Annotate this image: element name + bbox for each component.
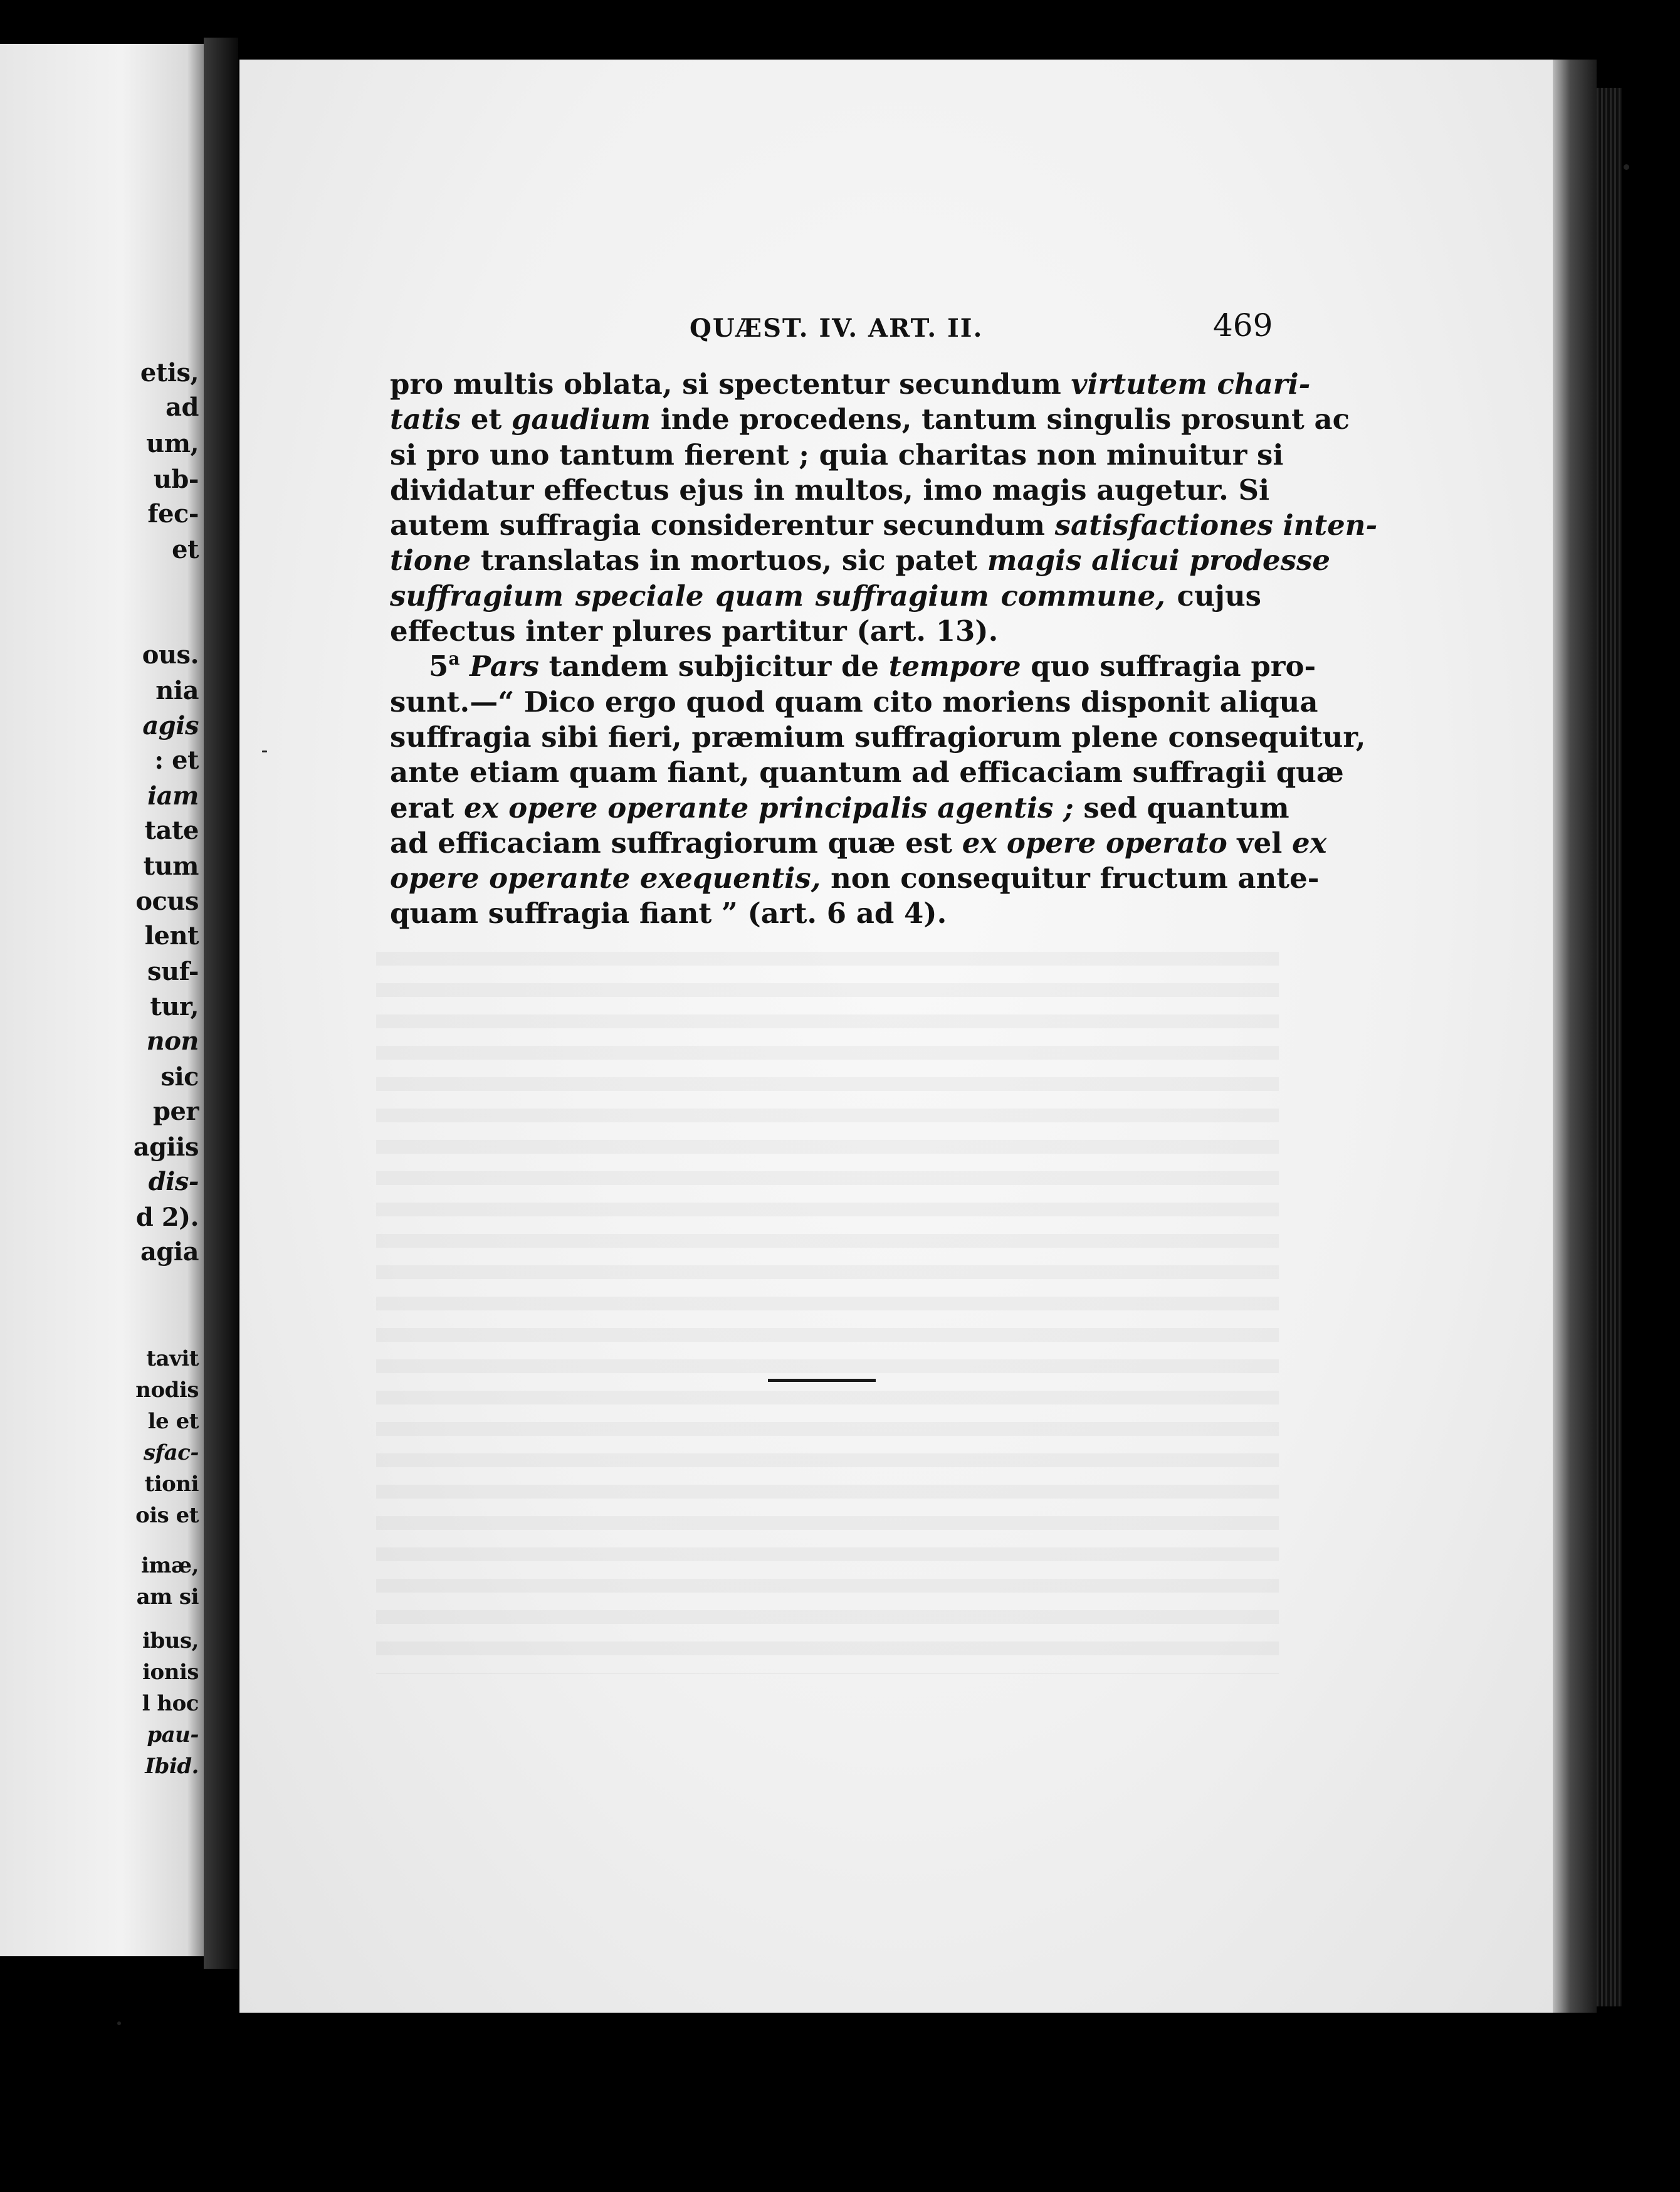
left-page-fragment: sfac- (143, 1440, 199, 1465)
left-page-fragment: pau- (147, 1722, 199, 1747)
left-facing-page (0, 44, 204, 1956)
left-page-fragment: : et (154, 746, 199, 775)
italic-run: opere operante exequentis, (390, 862, 821, 895)
text-run: ad efficaciam suffragiorum quæ est (390, 826, 962, 860)
left-page-fragment: iam (147, 781, 199, 811)
left-page-fragment: tur, (150, 992, 199, 1021)
left-page-fragment: ocus (135, 887, 199, 916)
text-run: vel (1227, 826, 1292, 860)
text-run: et (461, 403, 512, 436)
text-run: inde procedens, tantum singulis prosunt ac (651, 403, 1350, 436)
text-run: erat (390, 791, 464, 825)
left-page-fragment: per (153, 1097, 199, 1126)
left-page-fragment: Ibid. (145, 1754, 199, 1779)
text-run: dividatur effectus ejus in multos, imo magis augetur. Si (390, 473, 1270, 507)
text-run: translatas in mortuos, sic patet (471, 544, 987, 577)
text-run: ante etiam quam fiant, quantum ad efficaciam suffragii quæ (390, 756, 1344, 789)
italic-run: Pars (470, 650, 539, 683)
text-run: quo suffragia pro- (1021, 650, 1316, 683)
italic-run: tione (390, 544, 471, 577)
text-run: sed quantum (1073, 791, 1289, 825)
text-line (390, 508, 1378, 543)
text-line (390, 614, 1261, 649)
text-run (459, 650, 470, 683)
text-line (390, 579, 1261, 614)
italic-run: satisfactiones inten- (1054, 508, 1378, 542)
text-run: cujus (1165, 579, 1261, 613)
left-page-fragment: am si (136, 1584, 199, 1610)
running-head: QUÆST. IV. ART. II. (690, 314, 984, 343)
text-line (390, 826, 1327, 861)
left-page-fragment: imæ, (141, 1553, 199, 1578)
left-page-fragment: et (172, 535, 199, 564)
text-run: pro multis oblata, si spectentur secundum (390, 367, 1071, 401)
text-run: suffragia sibi fieri, præmium suffragiorum plene consequitur, (390, 720, 1366, 754)
left-page-fragment: le et (147, 1409, 199, 1434)
italic-run: ex (1291, 826, 1327, 860)
text-line (390, 438, 1284, 473)
left-page-fragment: tum (143, 851, 199, 881)
text-line (390, 367, 1311, 402)
text-run: sunt.—“ Dico ergo quod quam cito moriens disponit aliqua (390, 685, 1318, 719)
left-page-fragment: ous. (142, 640, 199, 670)
left-page-fragment: agiis (133, 1132, 199, 1162)
left-page-fragment: l hoc (142, 1691, 199, 1716)
left-page-fragment: ois et (135, 1503, 199, 1528)
text-line (390, 720, 1366, 755)
scan-speck (262, 751, 267, 752)
left-page-fragment: um, (146, 429, 199, 458)
italic-run: ex opere operato (962, 826, 1227, 860)
left-page-fragment: nodis (135, 1378, 199, 1403)
left-page-fragment: non (146, 1026, 199, 1056)
left-page-fragment: nia (155, 676, 199, 705)
italic-run: suffragium speciale quam suffragium commune, (390, 579, 1165, 613)
text-line (390, 402, 1350, 437)
left-page-fragment: tavit (146, 1346, 199, 1371)
left-page-fragment: etis, (140, 358, 199, 387)
left-page-fragment: dis- (148, 1167, 199, 1196)
left-page-fragment: tioni (144, 1472, 199, 1497)
superscript: a (448, 648, 460, 670)
text-line (390, 755, 1344, 790)
book-gutter (204, 38, 238, 1969)
italic-run: ex opere operante principalis agentis ; (463, 791, 1074, 825)
italic-run: magis alicui prodesse (987, 544, 1330, 577)
text-line (390, 543, 1330, 578)
text-run: quam suffragia fiant ” (art. 6 ad 4). (390, 897, 947, 930)
scan-speck (1624, 164, 1629, 170)
text-line (390, 473, 1270, 508)
text-run: si pro uno tantum fierent ; quia charitas non minuitur si (390, 438, 1284, 472)
section-end-rule (768, 1379, 876, 1382)
text-run: autem suffragia considerentur secundum (390, 508, 1055, 542)
scan-speck (117, 2021, 121, 2025)
text-run: tandem subjicitur de (538, 650, 889, 683)
left-page-fragment: ub- (153, 465, 199, 494)
left-page-fragment: sic (160, 1062, 199, 1092)
text-run: non consequitur fructum ante- (821, 862, 1320, 895)
italic-run: gaudium (511, 403, 651, 436)
italic-run: tempore (888, 650, 1021, 683)
left-page-fragment: ibus, (142, 1628, 199, 1653)
book-fore-edge (1597, 88, 1622, 2006)
text-run: 5 (429, 650, 449, 683)
text-line (390, 685, 1318, 720)
left-page-fragment: suf- (147, 957, 199, 986)
text-line (390, 648, 1316, 684)
italic-run: virtutem chari- (1071, 367, 1311, 401)
left-page-fragment: tate (144, 816, 199, 845)
left-page-fragment: lent (144, 921, 199, 951)
text-line (390, 861, 1320, 896)
left-page-fragment: d 2). (135, 1203, 199, 1232)
left-page-fragment: agia (140, 1237, 199, 1267)
left-page-fragment: ionis (142, 1660, 199, 1685)
text-line (390, 896, 1261, 931)
body-paragraphs (390, 367, 1378, 932)
text-line (390, 791, 1289, 826)
page-number: 469 (1213, 307, 1273, 344)
show-through-text (376, 934, 1279, 1674)
italic-run: tatis (390, 403, 461, 436)
left-page-fragment: fec- (147, 499, 199, 529)
left-page-fragment: ad (165, 393, 199, 422)
page-edge (1553, 60, 1597, 2013)
left-page-fragment: agis (142, 711, 199, 740)
text-run: effectus inter plures partitur (art. 13). (390, 614, 999, 648)
